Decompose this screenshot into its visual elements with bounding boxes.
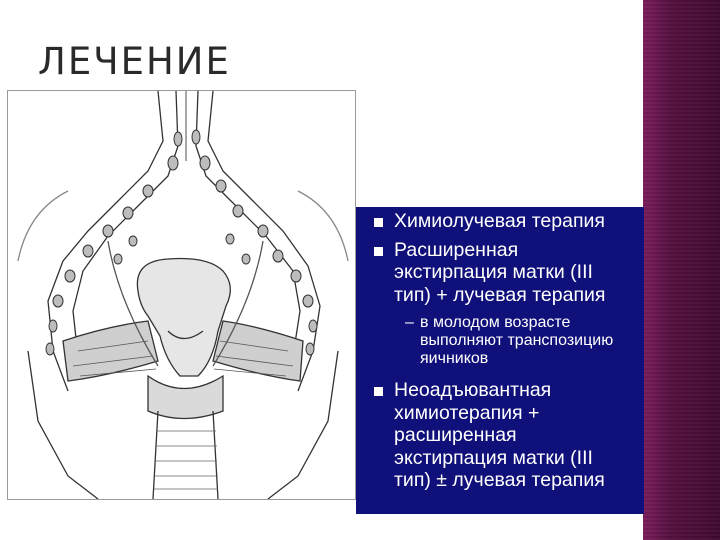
sub-list-item — [394, 314, 634, 368]
list-item — [366, 379, 634, 492]
list-item-text: Расширенная экстирпация матки (III тип) + лучевая терапия — [394, 238, 606, 306]
list-item-text: Неоадъювантная химиотерапия + расширенная экстирпация матки (III тип) ± лучевая терапия — [394, 379, 605, 491]
square-bullet-icon — [374, 387, 383, 396]
treatment-list — [366, 210, 634, 492]
treatment-panel — [356, 207, 644, 514]
dash-bullet-icon: – — [405, 314, 414, 331]
anatomical-illustration — [7, 90, 356, 500]
sub-list-item-text: в молодом возрасте выполняют транспозицию яичников — [420, 314, 614, 367]
list-item — [366, 210, 634, 233]
list-item-text: Химиолучевая терапия — [394, 210, 605, 232]
slide-title: ЛЕЧЕНИЕ — [38, 40, 231, 83]
decorative-side-band — [643, 0, 720, 540]
pelvic-anatomy-drawing — [8, 91, 355, 499]
list-item — [366, 239, 634, 369]
square-bullet-icon — [374, 247, 383, 256]
square-bullet-icon — [374, 218, 383, 227]
sub-list — [394, 314, 634, 368]
